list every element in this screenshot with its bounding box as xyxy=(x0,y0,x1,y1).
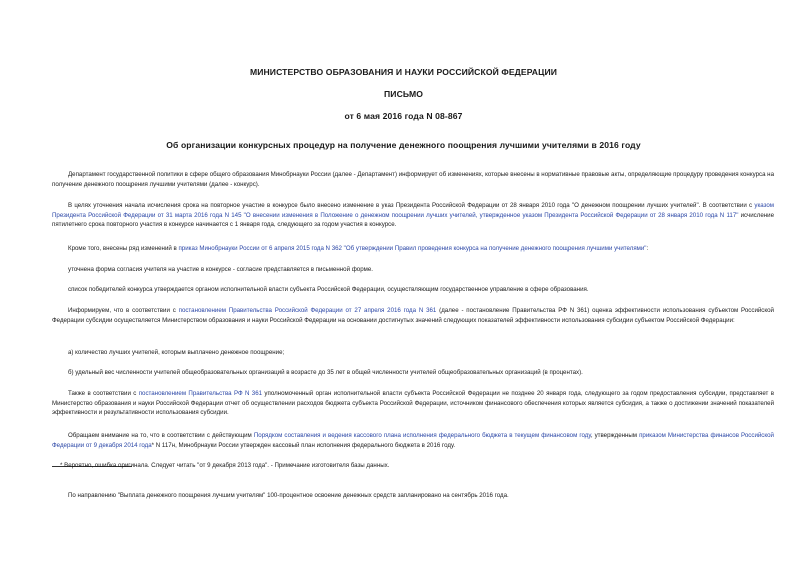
paragraph-payment-text: По направлению "Выплата денежного поощрения лучшим учителям" 100-процентное освоение денежных средств запланировано на сентябрь 2016 года. xyxy=(68,492,509,499)
paragraph-cash-plan-text-b: , утвержденным xyxy=(590,432,640,439)
paragraph-consent-form xyxy=(52,265,774,275)
paragraph-decree xyxy=(52,201,774,230)
paragraph-decree-text-a: В целях уточнения начала исчисления срока на повторное участие в конкурсе было внесено изменение в указ Президента Российской Федерации от 28 января 2010 года "О денежном поощрении лучших учителей". В соответствии с xyxy=(68,202,755,209)
footnote-text: * Вероятно, ошибка оригинала. Следует читать "от 9 декабря 2013 года". - Примечание изготовителя базы данных. xyxy=(60,462,390,469)
paragraph-report-text-b: уполномоченный орган исполнительной власти субъекта Российской Федерации не позднее 20 января года, следующего за годом предоставления субсидии, представляет в Министерство образования и науки Российской Федерации отчет об осуществлении расходов бюджета субъекта Российской Федерации, источником финансового обеспечения которых является субсидия, а также о достижении значений показателей эффективности и результативности использования субсидии. xyxy=(52,390,775,417)
paragraph-cash-plan-text-c: * N 117н, Минобрнауки России утвержден кассовый план исполнения федерального бюджета в 2016 году. xyxy=(151,441,456,449)
paragraph-winners-list xyxy=(52,285,774,295)
paragraph-order-changes xyxy=(52,244,774,254)
decree-link[interactable]: указом Президента Российской Федерации от 31 марта 2016 года N 145 "О внесении изменения в Положение о денежном поощрении лучших учителей, утвержденное указом Президента Российской Федерации от 28 января 2010 года N 117" xyxy=(52,202,774,219)
paragraph-report xyxy=(52,389,774,418)
finance-ministry-order-link[interactable]: приказом Министерства финансов Российской Федерации от 9 декабря 2014 года xyxy=(52,432,774,449)
paragraph-indicator-b xyxy=(52,368,774,378)
paragraph-consent-text: уточнена форма согласия учителя на участие в конкурсе - согласие представляется в письменной форме. xyxy=(68,266,373,273)
document-date-number: от 6 мая 2016 года N 08-867 xyxy=(344,111,463,121)
paragraph-cash-plan xyxy=(52,431,774,450)
cash-plan-procedure-link[interactable]: Порядком составления и ведения кассового плана исполнения федерального бюджета в текущем финансовом году xyxy=(253,432,591,439)
paragraph-cash-plan-text-a: Обращаем внимание на то, что в соответствии с действующим xyxy=(68,432,254,439)
document-type: ПИСЬМО xyxy=(384,89,423,99)
paragraph-decree-text-b: исчисление пятилетнего срока повторного участия в конкурсе начинается с 1 января года, следующего за годом участия в конкурсе. xyxy=(52,211,774,229)
paragraph-order-text-b: : xyxy=(646,245,649,252)
paragraph-order-text-a: Кроме того, внесены ряд изменений в xyxy=(68,245,179,252)
paragraph-payment-schedule xyxy=(52,491,774,501)
paragraph-indicator-a xyxy=(52,348,774,358)
paragraph-winners-text: список победителей конкурса утверждается органом исполнительной власти субъекта Российской Федерации, осуществляющим государственное управление в сфере образования. xyxy=(68,286,589,293)
ministry-heading: МИНИСТЕРСТВО ОБРАЗОВАНИЯ И НАУКИ РОССИЙСКОЙ ФЕДЕРАЦИИ xyxy=(249,67,558,77)
resolution-361-short-link[interactable]: постановлением Правительства РФ N 361 xyxy=(138,390,263,397)
paragraph-efficiency-text-b: (далее - постановление Правительства РФ N 361) оценка эффективности использования субъектом Российской Федерации субсидии осуществляется Министерством образования и науки Российской Федерации на основании достигнутых значений следующих показателей эффективности использования субсидии субъектом Российской Федерации: xyxy=(52,307,774,324)
paragraph-efficiency-text-a: Информируем, что в соответствии с xyxy=(68,307,179,314)
document-title: Об организации конкурсных процедур на получение денежного поощрения лучшими учителями в 2016 году xyxy=(166,140,641,150)
paragraph-indicator-b-text: б) удельный вес численности учителей общеобразовательных организаций в возрасте до 35 лет в общей численности учителей общеобразовательных организаций (в процентах). xyxy=(68,369,583,376)
paragraph-intro xyxy=(52,170,774,189)
resolution-361-link[interactable]: постановлением Правительства Российской Федерации от 27 апреля 2016 года N 361 xyxy=(178,307,437,314)
footnote xyxy=(60,461,760,471)
paragraph-indicator-a-text: а) количество лучших учителей, которым выплачено денежное поощрение; xyxy=(68,349,285,356)
order-link[interactable]: приказ Минобрнауки России от 6 апреля 2015 года N 362 "Об утверждении Правил проведения конкурса на получение денежного поощрения лучшими учителями" xyxy=(178,245,647,252)
paragraph-intro-text: Департамент государственной политики в сфере общего образования Минобрнауки России (далее - Департамент) информирует об изменениях, которые внесены в нормативные правовые акты, определяющие процедуру проведения конкурса на получение денежного поощрения лучшими учителями (далее - конкурс). xyxy=(52,171,774,188)
paragraph-report-text-a: Также в соответствии с xyxy=(68,390,139,397)
paragraph-efficiency xyxy=(52,306,774,325)
